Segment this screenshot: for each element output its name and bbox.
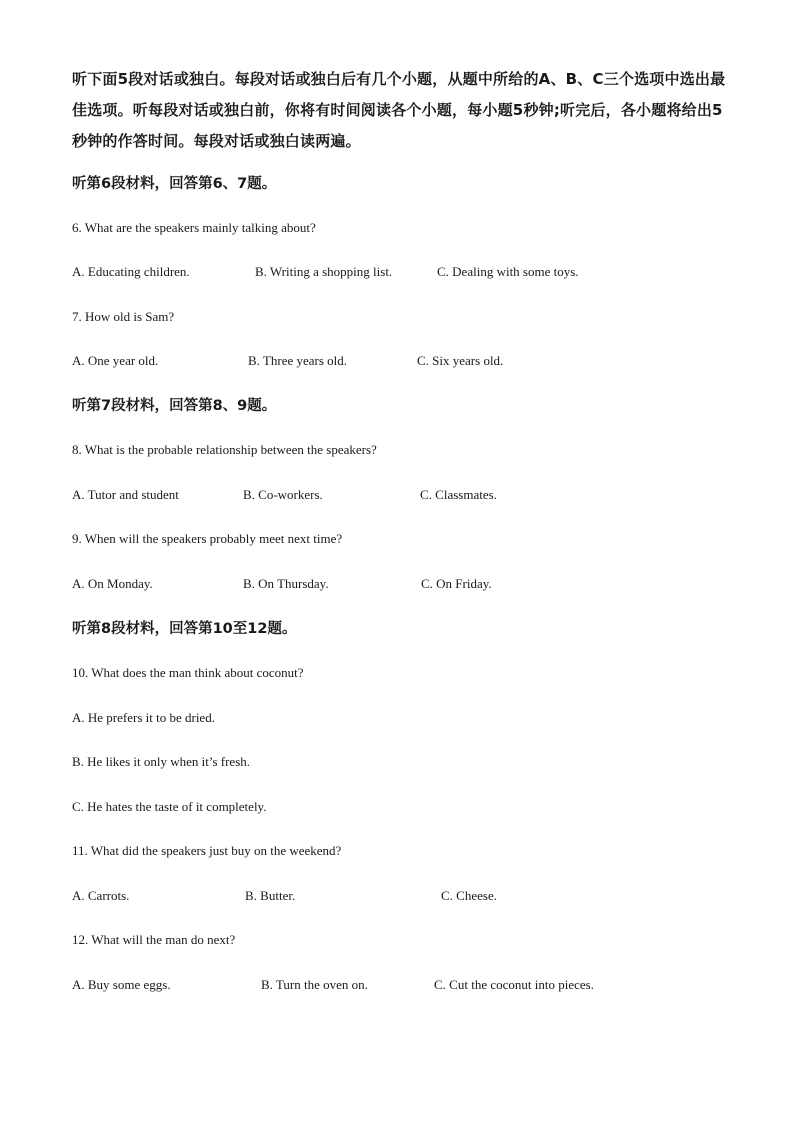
question-7-option-c: C. Six years old. bbox=[417, 353, 504, 368]
question-7-option-a: A. One year old. bbox=[72, 353, 159, 368]
question-9-option-a: A. On Monday. bbox=[72, 576, 153, 591]
question-12: 12. What will the man do next? bbox=[72, 932, 236, 947]
question-10-option-b: B. He likes it only when it’s fresh. bbox=[72, 754, 251, 769]
question-8-option-b: B. Co-workers. bbox=[243, 487, 323, 502]
question-12-option-a: A. Buy some eggs. bbox=[72, 977, 171, 992]
question-6: 6. What are the speakers mainly talking about? bbox=[72, 220, 316, 235]
question-10: 10. What does the man think about coconut? bbox=[72, 665, 304, 680]
instructions-paragraph: 听下面5段对话或独白。每段对话或独白后有几个小题，从题中所给的A、B、C三个选项中选出最佳选项。听每段对话或独白前，你将有时间阅读各个小题，每小题5秒钟;听完后，各小题将给出5秒钟的作答时间。每段对话或独白读两遍。 bbox=[72, 70, 726, 150]
question-10-option-c: C. He hates the taste of it completely. bbox=[72, 799, 267, 814]
question-6-option-c: C. Dealing with some toys. bbox=[437, 264, 579, 279]
question-12-option-c: C. Cut the coconut into pieces. bbox=[434, 977, 594, 992]
question-11-option-a: A. Carrots. bbox=[72, 888, 130, 903]
question-8-option-c: C. Classmates. bbox=[420, 487, 497, 502]
section-heading-6: 听第6段材料，回答第6、7题。 bbox=[72, 176, 277, 192]
question-11: 11. What did the speakers just buy on the weekend? bbox=[72, 843, 342, 858]
question-9-option-c: C. On Friday. bbox=[421, 576, 492, 591]
question-8: 8. What is the probable relationship between the speakers? bbox=[72, 442, 377, 457]
question-11-option-b: B. Butter. bbox=[245, 888, 296, 903]
section-heading-8: 听第8段材料，回答第10至12题。 bbox=[72, 621, 297, 637]
section-heading-7: 听第7段材料，回答第8、9题。 bbox=[72, 398, 277, 414]
question-9: 9. When will the speakers probably meet next time? bbox=[72, 531, 343, 546]
question-9-option-b: B. On Thursday. bbox=[243, 576, 329, 591]
question-8-option-a: A. Tutor and student bbox=[72, 487, 179, 502]
question-11-option-c: C. Cheese. bbox=[441, 888, 497, 903]
question-6-option-a: A. Educating children. bbox=[72, 264, 190, 279]
question-12-option-b: B. Turn the oven on. bbox=[261, 977, 368, 992]
question-7-option-b: B. Three years old. bbox=[248, 353, 348, 368]
question-10-option-a: A. He prefers it to be dried. bbox=[72, 710, 215, 725]
question-6-option-b: B. Writing a shopping list. bbox=[255, 264, 393, 279]
question-7: 7. How old is Sam? bbox=[72, 309, 175, 324]
